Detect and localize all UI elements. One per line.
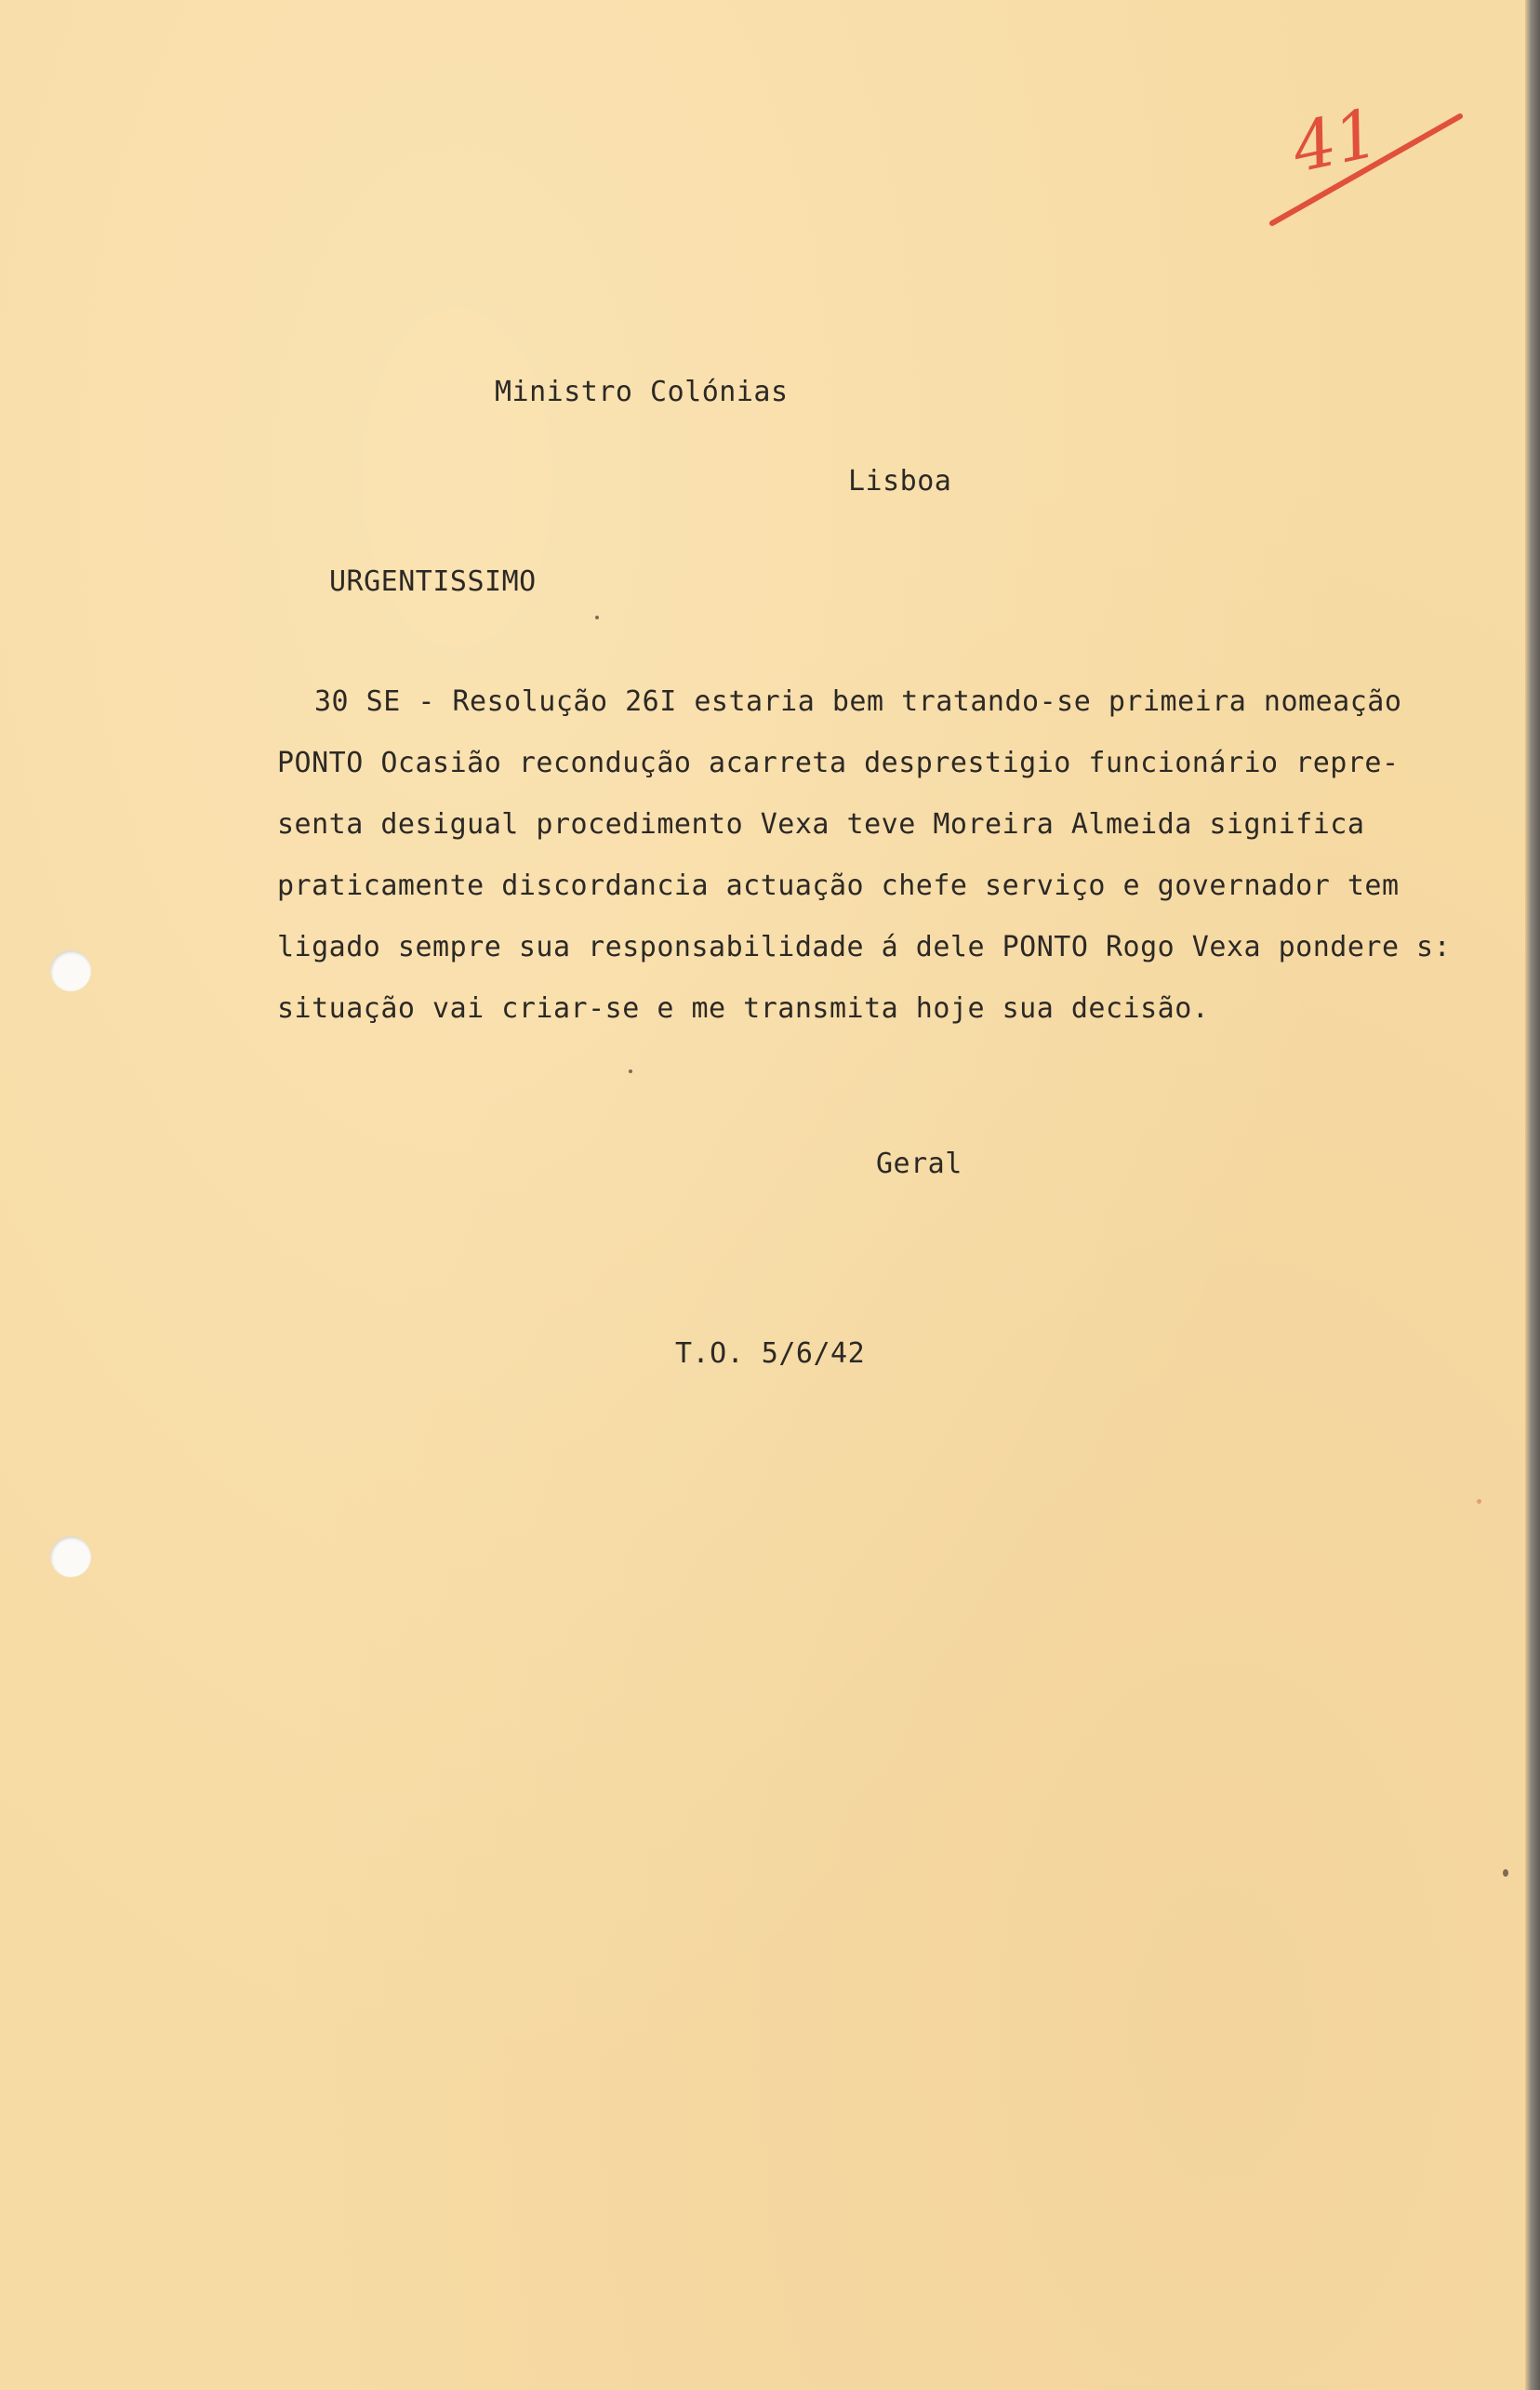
paper-speck (1503, 1869, 1508, 1877)
body-line: 30 SE - Resolução 26I estaria bem tratando-se primeira nomeação (314, 685, 1402, 718)
page-edge-shadow (1525, 0, 1540, 2390)
addressee: Ministro Colónias (495, 376, 789, 408)
message-body (277, 671, 1525, 1040)
paper-speck (629, 1069, 632, 1073)
reference-code: T.O. 5/6/42 (675, 1337, 866, 1370)
body-line: situação vai criar-se e me transmita hoje sua decisão. (277, 992, 1210, 1025)
paper-speck (1477, 1499, 1481, 1504)
folio-number-text: 41 (1285, 93, 1386, 188)
body-line: PONTO Ocasião recondução acarreta desprestigio funcionário repre- (277, 747, 1400, 779)
signature: Geral (876, 1148, 962, 1180)
punch-hole-top (50, 950, 91, 991)
paper-speck (595, 616, 599, 619)
folio-number (1265, 84, 1488, 242)
priority-label: URGENTISSIMO (329, 565, 537, 598)
destination-place: Lisboa (848, 465, 952, 498)
body-line: praticamente discordancia actuação chefe serviço e governador tem (277, 870, 1400, 902)
body-line: ligado sempre sua responsabilidade á dele PONTO Rogo Vexa pondere s: (277, 931, 1452, 963)
punch-hole-bottom (50, 1536, 91, 1577)
body-line: senta desigual procedimento Vexa teve Moreira Almeida significa (277, 808, 1365, 841)
